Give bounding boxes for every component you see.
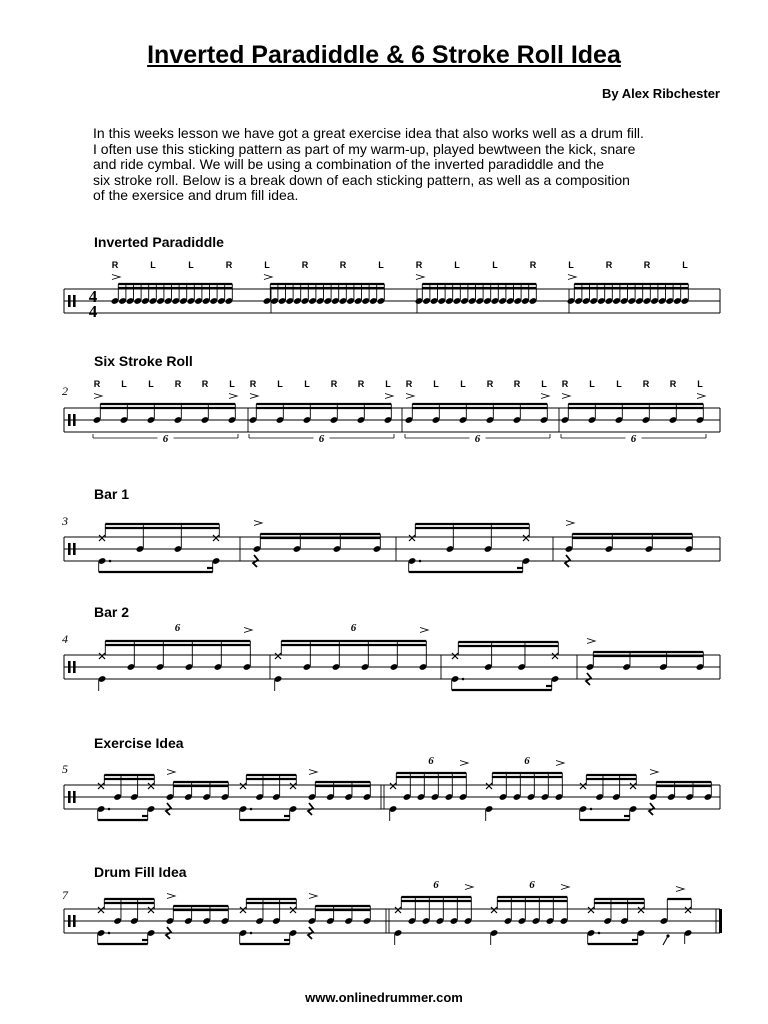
accent-mark (676, 887, 684, 892)
accent-mark (556, 761, 564, 766)
heading-bar-2: Bar 2 (94, 604, 130, 620)
accent-mark (244, 628, 252, 633)
accent-mark (406, 394, 414, 399)
intro-line: In this weeks lesson we have got a great exercise idea that also works well as a drum fill. (93, 125, 644, 141)
sticking-letter: R (93, 379, 101, 389)
sticking-letter: R (339, 260, 347, 270)
sticking-letter: L (378, 260, 384, 270)
accent-mark (420, 628, 428, 633)
accent-mark (385, 394, 393, 399)
accent-mark (465, 885, 473, 890)
sticking-letter: L (304, 379, 310, 389)
dot (109, 560, 112, 563)
sticking-letter: L (229, 379, 235, 389)
tuplet-label: 6 (630, 433, 637, 445)
heading-bar-1: Bar 1 (94, 486, 130, 502)
sticking-letter: R (249, 379, 257, 389)
sticking-letter: R (529, 260, 537, 270)
sticking-letter: L (150, 260, 156, 270)
accent-mark (541, 394, 549, 399)
sticking-letter: R (643, 260, 651, 270)
dot (108, 808, 111, 811)
tuplet-label: 6 (350, 622, 357, 634)
sticking-letter: R (301, 260, 309, 270)
dot (598, 932, 601, 935)
page-title: Inverted Paradiddle & 6 Stroke Roll Idea (147, 41, 621, 69)
sticking-letter: L (148, 379, 154, 389)
intro-line: and ride cymbal. We will be using a combination of the inverted paradiddle and the (93, 156, 605, 172)
accent-mark (264, 275, 272, 280)
accent-mark (587, 639, 595, 644)
dot (590, 808, 593, 811)
sticking-letter: R (201, 379, 209, 389)
eighth-rest (663, 936, 668, 945)
sticking-letter: L (264, 260, 270, 270)
percussion-clef (73, 915, 76, 927)
percussion-clef (73, 414, 76, 426)
percussion-clef (68, 915, 71, 927)
sticking-letter: R (225, 260, 233, 270)
percussion-clef (73, 791, 76, 803)
sticking-letter: R (405, 379, 413, 389)
accent-mark (112, 275, 120, 280)
dot (250, 932, 253, 935)
accent-mark (309, 770, 317, 775)
notation (93, 275, 713, 946)
author-credit: By Alex Ribchester (601, 86, 720, 101)
measure-number: 4 (62, 632, 68, 646)
sticking-letter: R (669, 379, 677, 389)
sticking-letter: R (561, 379, 569, 389)
sticking-letter: L (188, 260, 194, 270)
accent-mark (254, 521, 262, 526)
percussion-clef (73, 543, 76, 555)
intro-line: I often use this sticking pattern as part of my warm-up, played bewtween the kick, snare (93, 140, 636, 157)
accent-mark (250, 394, 258, 399)
accent-mark (561, 885, 569, 890)
accent-mark (309, 894, 317, 899)
heading-six-stroke-roll: Six Stroke Roll (94, 353, 193, 369)
sticking-letter: R (415, 260, 423, 270)
accent-mark (167, 770, 175, 775)
sticking-letter: L (385, 379, 391, 389)
measure-number: 5 (62, 762, 68, 776)
heading-inverted-paradiddle: Inverted Paradiddle (94, 234, 224, 250)
notation-text (89, 260, 704, 891)
accent-mark (460, 761, 468, 766)
sticking-letter: R (357, 379, 365, 389)
sticking-letter: L (541, 379, 547, 389)
intro-line: of the exersice and drum fill idea. (93, 187, 299, 203)
dot (419, 560, 422, 563)
accent-mark (229, 394, 237, 399)
measure-number: 3 (62, 514, 68, 528)
accent-mark (568, 275, 576, 280)
accent-mark (697, 394, 705, 399)
measure-number: 2 (62, 384, 68, 398)
sticking-letter: L (277, 379, 283, 389)
percussion-clef (68, 661, 71, 673)
footer-website: www.onlinedrummer.com (305, 990, 463, 1005)
sticking-letter: R (513, 379, 521, 389)
sticking-letter: L (121, 379, 127, 389)
dot (462, 678, 465, 681)
accent-mark (94, 394, 102, 399)
sticking-letter: L (460, 379, 466, 389)
dot (250, 808, 253, 811)
accent-mark (562, 394, 570, 399)
sticking-letter: R (605, 260, 613, 270)
tuplet-label: 6 (428, 755, 434, 767)
accent-mark (650, 770, 658, 775)
accent-mark (167, 894, 175, 899)
time-signature-bottom: 4 (88, 302, 98, 321)
sticking-letter: R (330, 379, 338, 389)
staves (64, 289, 722, 933)
percussion-clef (68, 543, 71, 555)
dot (108, 932, 111, 935)
tuplet-label: 6 (318, 433, 325, 445)
sticking-letter: R (111, 260, 119, 270)
tuplet-label: 6 (524, 755, 530, 767)
percussion-clef (73, 295, 76, 307)
percussion-clef (73, 661, 76, 673)
accent-mark (416, 275, 424, 280)
sticking-letter: R (486, 379, 494, 389)
percussion-clef (68, 791, 71, 803)
tuplet-label: 6 (174, 622, 181, 634)
sticking-letter: L (492, 260, 498, 270)
tuplet-label: 6 (433, 879, 439, 891)
heading-exercise-idea: Exercise Idea (94, 735, 184, 751)
sticking-letter: L (589, 379, 595, 389)
sticking-letter: L (616, 379, 622, 389)
intro-line: six stroke roll. Below is a break down of each sticking pattern, as well as a composition (93, 171, 630, 188)
tuplet-label: 6 (529, 879, 535, 891)
tuplet-label: 6 (474, 433, 481, 445)
sticking-letter: L (433, 379, 439, 389)
sticking-letter: L (454, 260, 460, 270)
sticking-letter: L (697, 379, 703, 389)
sticking-letter: R (642, 379, 650, 389)
percussion-clef (68, 414, 71, 426)
final-barline (719, 909, 722, 933)
sticking-letter: L (568, 260, 574, 270)
heading-drum-fill-idea: Drum Fill Idea (94, 864, 187, 880)
tuplet-label: 6 (162, 433, 169, 445)
percussion-clef (68, 295, 71, 307)
sticking-letter: R (174, 379, 182, 389)
accent-mark (566, 521, 574, 526)
time-signature-top: 4 (88, 287, 98, 306)
sticking-letter: L (682, 260, 688, 270)
measure-number: 7 (62, 888, 68, 902)
